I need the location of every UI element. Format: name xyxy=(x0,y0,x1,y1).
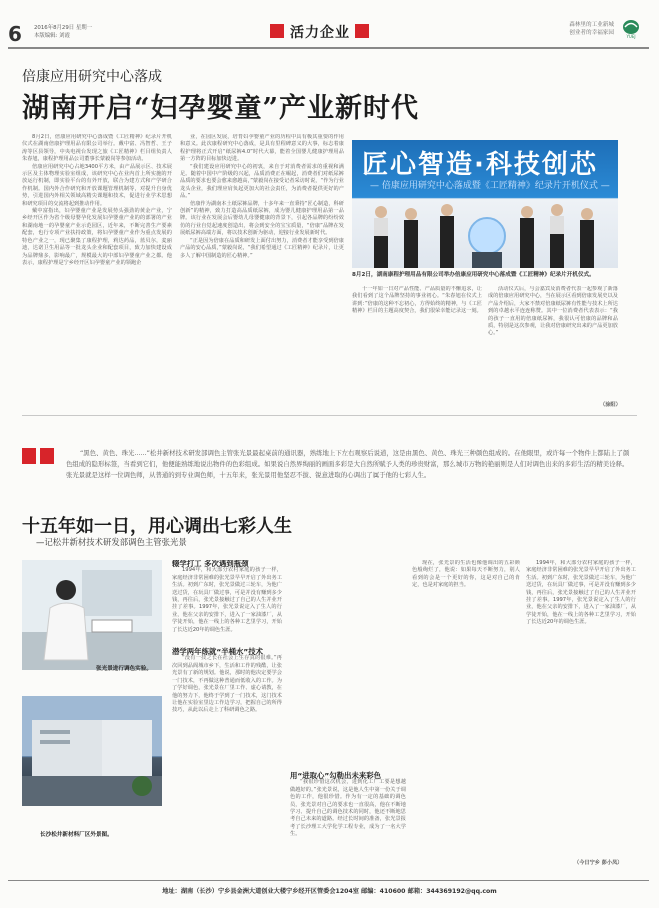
issue-meta xyxy=(34,24,92,40)
story1-paragraph: 倍康应用研究中心占地3400平方米，由产品展示区、技术展示区及主体物理实验室组成，该研究中心在业内首上所实施的开放运行机制，即实验平台的有外开放，联合为建方式和产学研合作机制。国内外合作研究和开放课题管理机制等，对提升自身优势，引进国内外相关领域高精尖课题和技术，促进行业学术思想和研究项目的交流将起到推动作用。 xyxy=(22,163,172,207)
story2-section-text: 1994年，和大部分农村家庭的孩子一样，家庭经济非常困难的张光景早早开启了外出务工生活。初到广东时，张光景做过三轮车，为他广送过货，在玩具厂做过事，可是并没有赚到多少钱，再往后，张光景接触过了自己的人生并业开挂了差事。1997年，张光景说定入了生人的行业，他在父亲的安排下，进入了一家油漆厂，从学徒开始，他在一线上的各种工艺里学习，开始了长达近20年的调色生涯。 xyxy=(172,567,282,633)
ceremony-figures xyxy=(352,196,618,268)
lab-photo xyxy=(22,560,162,670)
quote-mark-icon xyxy=(22,448,36,464)
story2-subhead: —记松井新材技术研发部调色主管张光景 xyxy=(36,537,187,547)
slogan-line-1: 森林里的工业新城 xyxy=(569,22,614,28)
slogan-line-2: 创业者的幸福家园 xyxy=(569,30,614,36)
story1-headline: 湖南开启“妇孕婴童”产业新时代 xyxy=(22,93,420,124)
story2-section-text: “没有一技之长在社会上生存真的很难。”再次回到品阁城市乡下，生活和工作的残酷，让张光景有了新的规划。他说，那时的他决定要学会一门技术，不再做这种普通而低收入的工作。为了学好调色，张光景在厂里工作、虚心请教，在他的努力下，他终于学到了一门技术，这门技术让他在实验室里边工作边学习，把握自己的所得技巧，从此以后走上了科研调色之路。 xyxy=(172,655,282,714)
story1-paragraph: 戴中富指出，妇孕婴童产业是发展势头强劲的黄金产业，宁乡经开区作为省个级母婴孕化发展妇孕婴童产业的的部署的产业和湖南地一的孕婴童产业示范园区，近年来，不断完善生产要素配套，也行专项产业扶持政策，将妇孕婴童产业作为重点发展的特色产业之一，现已聚集了康程护理，莉达药品，蓝贝尔，麦丽迪，达诺卫生用品等一批龙头企业和配套项目，致力加快建设成为品牌鼎多，影响最广，规模最大的中部妇孕婴童产业之都。他表示，康程护理是宁乡经开区妇孕婴童产业的领跑企 xyxy=(22,208,172,266)
story2-closing: 现在，张光景的生活也像他调出的五彩颜色般绚烂了，他说：如果每天不断努力，别人看到的会是一个更好的你，这是对自己的肯定，也是对家庭的担当。 xyxy=(412,560,520,589)
story2-section-title: 用“进取心”勾勒出未来彩色 xyxy=(290,771,382,780)
section-title: 活力企业 xyxy=(290,25,350,41)
ceremony-photo xyxy=(352,140,618,268)
story2-column-2 xyxy=(290,560,406,870)
story1-paragraph: 十一年如一日对产品性能、产品质量的不懈追求，让我们看到了这个品牌坚持的事业初心。“朱春旭在仪式上讲到：”倍康的这种不忘初心，方得始终的精神，与《工匠精神》栏目的主题高度契合，我们很荣幸能记录这一刻。 xyxy=(352,286,482,315)
story1-paragraph: 活动仪式后，与会嘉宾及消费者代表一起参观了新落成的倍康应用研究中心，当在展示区看到倍康发展史以及产品介绍后，大家不禁对倍康纸尿裤有性能与技术上所达到的卓越水平连连称赞。其中一位消费者代表表示：“我的孩子一直用的倍康纸尿裤，我很认可倍康的品牌和品质，特别是这次参观，让我对倍康研究出来的产品更加放心。” xyxy=(488,286,618,337)
park-logo xyxy=(618,19,644,39)
story1-column-3 xyxy=(352,286,482,406)
story2-section-title: 潜学两年练就“半桶水”技术 xyxy=(172,647,264,657)
page-number: 6 xyxy=(8,22,22,46)
story1-column-1 xyxy=(22,134,172,406)
masthead-slogan xyxy=(540,21,614,37)
photo-banner-title: 匠心智造·科技创芯 xyxy=(362,150,598,180)
story1-paragraph: 倍康作为湖南本土纸尿裤品牌，十多年来一直秉持“匠心制造，科研创新”的精神，致力打造高品质纸尿裤，成为婴儿健康护理用品第一品牌。该行业在发展会后婴幼儿母婴健康的背景下，引起各品牌的纷纷效仿的行业自觉起速度创造出，将会到安全的宝宝质量，“倍康”品牌在发展纸尿裤高端方面，将以技术创新为驱动，迎接行业发展新时代。 xyxy=(180,200,344,237)
photo-banner-subtitle: — 倍康应用研究中心落成暨《工匠精神》纪录片开机仪式 — xyxy=(370,181,610,191)
story2-column-3 xyxy=(412,560,520,870)
story2-byline: （今日宁乡 彭小凤） xyxy=(574,860,623,866)
ceremony-photo-caption: 8月2日，湖南康程护理用品有限公司举办倍康应用研究中心落成暨《工匠精神》纪录片开机仪式。 xyxy=(352,272,595,278)
story1-column-2 xyxy=(180,134,344,406)
story1-paragraph: “正是因为倍康在品质和研发上面付出努力，消费者才能享受到倍康产品的安心品质，”蒙毅岗说，“我们希望通过《工匠精神》纪录片，让更多人了解中国制造的匠心精神。” xyxy=(180,237,344,259)
story2-intro: “黑色、黄色、珠光......”松井新材技术研发部调色主管张光景最起桌前的通讯器，熟练地上下左右观察后说道，这是由黑色、黄色、珠光三种颜色组成的。在他眼里，或许每一个物件上都陆上了颜色组成的隐形标签，当看到它们，他便能熟练地说出物件的色彩组成。如果说自然界绚丽的画面多彩是大自然所赋予人类的珍贵财富，那么城市万物的艳丽则是人们对调色出来的多彩生活的精美诠释。张光景就是这样一位调色师，从普通的到专业调色师，十五年来，张光景用他坚忍不拔、锐意进取的心调出了属于他的七彩人生。 xyxy=(66,449,630,479)
quote-mark-icon xyxy=(40,448,54,464)
story1-kicker: 倍康应用研究中心落成 xyxy=(22,69,162,85)
story-separator xyxy=(22,415,637,416)
section-marker-left xyxy=(270,24,284,38)
factory-photo-caption: 长沙松井新材料厂区外景图。 xyxy=(40,832,113,838)
logo-text: YUEJ xyxy=(626,34,636,39)
story2-column-4 xyxy=(526,560,636,860)
footer-rule xyxy=(8,880,649,881)
story2-section-text: 1994年，和大部分农村家庭的孩子一样，家庭经济非常困难的张光景早早开启了外出务工生活。初到广东时，张光景做过三轮车，为他广送过货，在玩具厂做过事，可是并没有赚到多少钱，再往后，张光景接触过了自己的人生并业开挂了差事。1997年，张光景说定入了生人的行业，他在父亲的安排下，进入了一家油漆厂，从学徒开始，他在一线上的各种工艺里学习，开始了长达近20年的调色生涯。 xyxy=(526,560,636,626)
issue-editor: 本版编辑: 刘霞 xyxy=(34,33,70,39)
story1-byline: （涂阳） xyxy=(600,402,621,408)
factory-photo xyxy=(22,696,162,806)
story2-section-title: 辍学打工 多次遇到瓶颈 xyxy=(172,560,249,568)
story2-column-1 xyxy=(172,560,282,870)
story1-paragraph: 8月2日，倍康应用研究中心落成暨《工匠精神》纪录片开机仪式在湖南倍康护理用品有限公司举行。戴中富、冯智哲、王子涛等区县领导，中央电视台发现之旅《工匠精神》栏目组负责人朱春旭，康程护理用品公司董事长蒙毅岗等参加活动。 xyxy=(22,134,172,163)
story1-paragraph: “我们建设应用研究中心的初衷，来自于对消费者需求的重视和满足。随着中国中产阶级的兴起，品质消费正在崛起，消费者们对纸尿裤品质的要求也要会愈来愈越高，”蒙毅岗在接受记者采访时说，“作为行业龙头企业，我们理应肩负起更加大的社会责任，为消费者提供更好的产品。” xyxy=(180,163,344,200)
story1-paragraph: 业，在园区发展，培育妇孕婴童产业的历程中具有极其重要的作用和意义。此次康程研究中心落成，是具有里程碑意义的大事，标志着康程护理将正式开启“纸尿裤4.0”时代大幕，能着全国婴儿健康护理用品第一方阵的目标加快迈进。 xyxy=(180,134,344,163)
story1-column-4 xyxy=(488,286,618,406)
section-marker-right xyxy=(355,24,369,38)
story2-headline: 十五年如一日，用心调出七彩人生 xyxy=(22,516,292,537)
footer-contact: 地址：湖南（长沙）宁乡县金洲大道创业大楼宁乡经开区管委会1204室 邮编：410600 邮箱：344369192@qq.com xyxy=(162,888,497,895)
lab-photo-caption: 张光景进行调色实验。 xyxy=(96,666,152,672)
header-rule xyxy=(8,47,649,49)
story2-section-text: “我很珍惜这次机会，进到化工厂工要是想越做越好的。”张光景说，这是他人生中第一份关于调色的工作，他很珍惜。作为有一定的基础的调色员，张光景对自己的要求也一直很高，他在不断地学习、提升自己的调色技术的同时，他还不断地思考自己未来的道路。经过长时间的准备，张光景报考了长沙理工大学化学工程专业，成为了一名大学生。 xyxy=(290,779,406,838)
issue-date: 2016年8月29日 星期一 xyxy=(34,25,93,31)
